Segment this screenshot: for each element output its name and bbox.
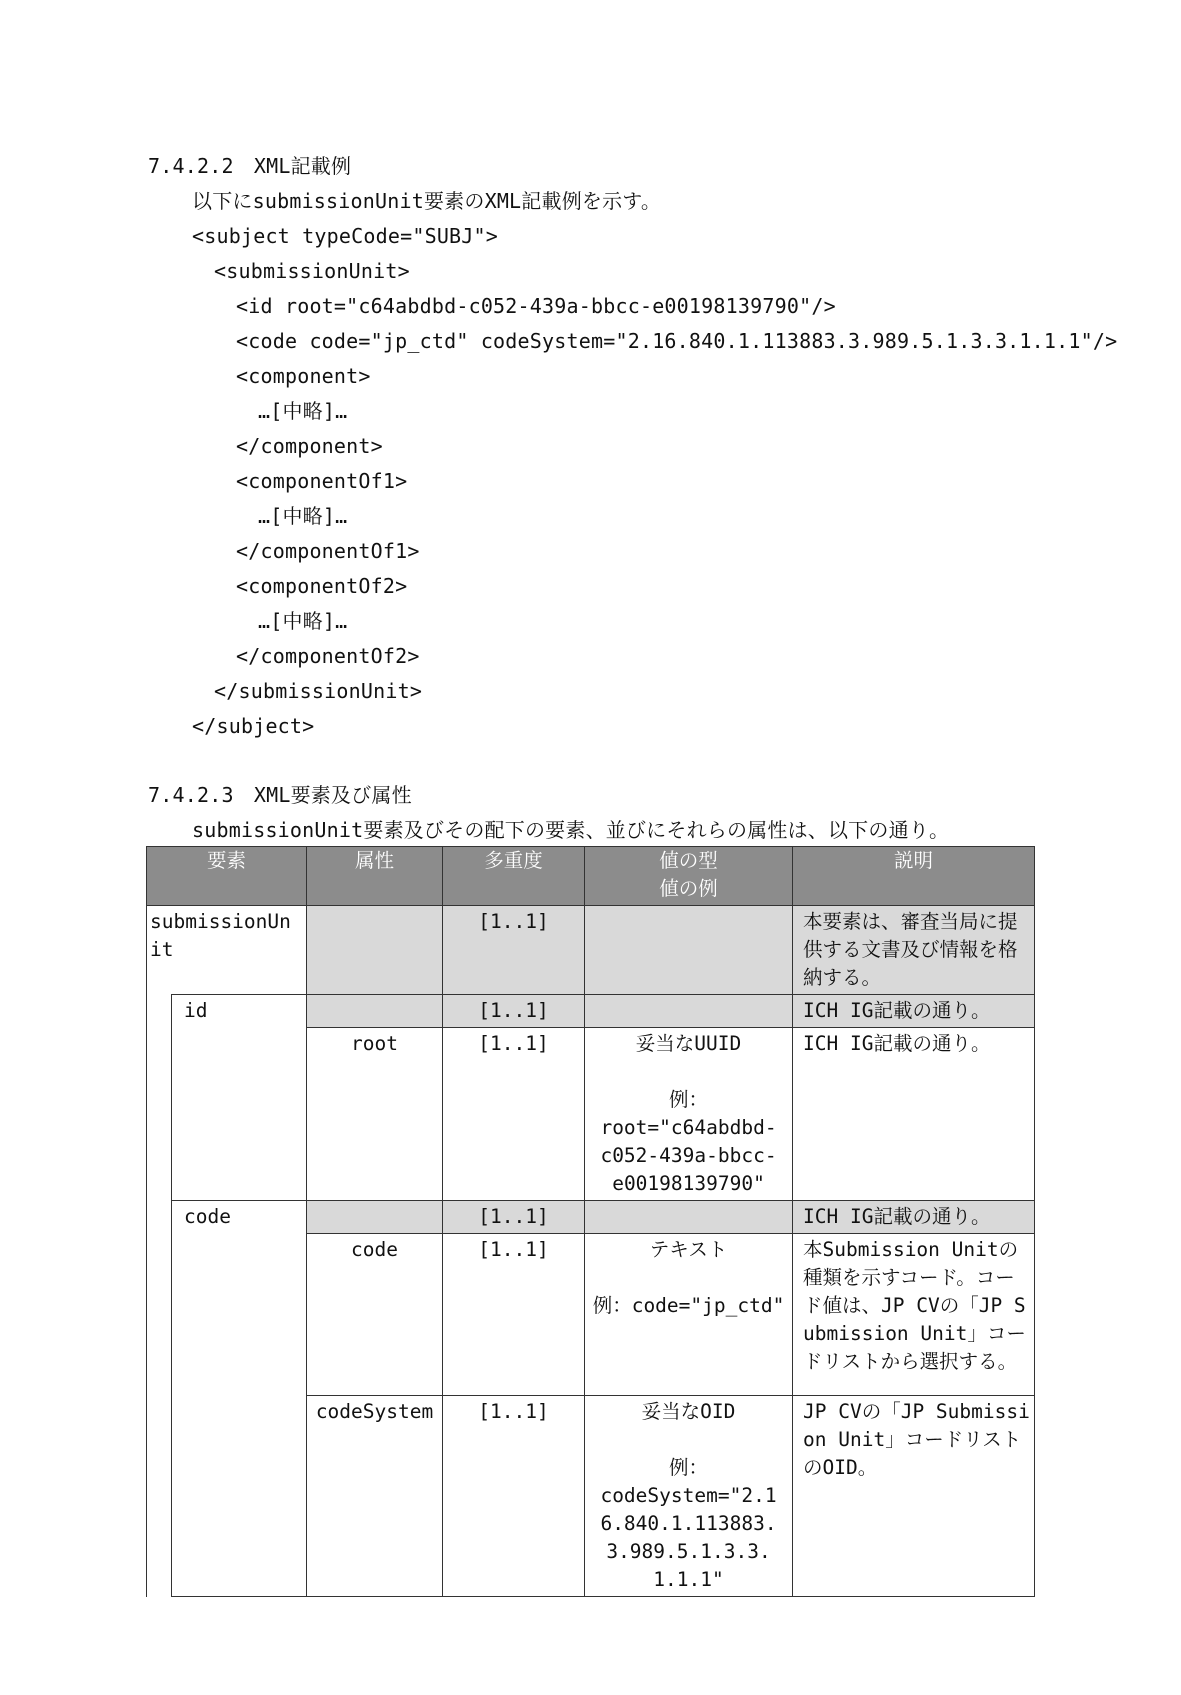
xml-line: </componentOf1> [236, 539, 420, 563]
cell-type-empty [585, 995, 793, 1028]
cell-value-type [585, 1028, 793, 1201]
xml-line: <componentOf1> [236, 469, 408, 493]
table-row [147, 1028, 1035, 1201]
cell-description: 本Submission Unitの種類を示すコード。コード値は、JP CVの「JP Submission Unit」コードリストから選択する。 [793, 1234, 1035, 1396]
xml-line: </componentOf2> [236, 644, 420, 668]
value-example-text: 例：code="jp_ctd" [592, 1294, 785, 1317]
cell-description: 本要素は、審査当局に提供する文書及び情報を格納する。 [793, 906, 1035, 995]
cell-description: ICH IG記載の通り。 [793, 995, 1035, 1028]
cell-description: ICH IG記載の通り。 [793, 1028, 1035, 1201]
header-element: 要素 [147, 847, 307, 906]
cell-attribute-empty [307, 1201, 443, 1234]
section-heading-xml-elements: 7.4.2.3 XML要素及び属性 [148, 783, 412, 807]
header-description: 説明 [793, 847, 1035, 906]
xml-line: </component> [236, 434, 383, 458]
xml-line: <subject typeCode="SUBJ"> [192, 224, 499, 248]
table-header-row [147, 847, 1035, 906]
cell-attribute-code: code [307, 1234, 443, 1396]
table-row [147, 1396, 1035, 1597]
cell-multiplicity: [1..1] [443, 1396, 585, 1597]
value-example-label: 例： [669, 1088, 709, 1111]
header-value-type [585, 847, 793, 906]
cell-value-type [585, 1234, 793, 1396]
table-row [147, 995, 1035, 1028]
xml-line: <componentOf2> [236, 574, 408, 598]
xml-line: …[中略]… [258, 609, 348, 633]
value-example-text: codeSystem="2.16.840.1.113883.3.989.5.1.3.3.1.1.1" [600, 1484, 777, 1591]
cell-multiplicity: [1..1] [443, 906, 585, 995]
cell-description: ICH IG記載の通り。 [793, 1201, 1035, 1234]
table-row [147, 1234, 1035, 1396]
cell-attribute-codesystem: codeSystem [307, 1396, 443, 1597]
cell-multiplicity: [1..1] [443, 995, 585, 1028]
header-attribute: 属性 [307, 847, 443, 906]
cell-element-code: code [172, 1201, 307, 1234]
cell-attribute-empty [307, 995, 443, 1028]
cell-indent [147, 995, 172, 1028]
cell-indent [147, 1201, 172, 1234]
value-type-text: 妥当なUUID [635, 1032, 742, 1055]
value-type-text: 妥当なOID [641, 1400, 736, 1423]
xml-line: <id root="c64abdbd-c052-439a-bbcc-e00198139790"/> [236, 294, 836, 318]
value-example-label: 例： [669, 1456, 709, 1479]
section-heading-xml-example: 7.4.2.2 XML記載例 [148, 154, 352, 178]
cell-attribute-empty [307, 906, 443, 995]
cell-multiplicity: [1..1] [443, 1201, 585, 1234]
cell-element-id: id [172, 995, 307, 1028]
value-type-text: テキスト [649, 1238, 728, 1261]
cell-type-empty [585, 1201, 793, 1234]
xml-line: <submissionUnit> [214, 259, 410, 283]
cell-element-empty [172, 1028, 307, 1201]
value-example-text: root="c64abdbd-c052-439a-bbcc-e00198139790" [600, 1116, 777, 1195]
header-value-type-line: 値の型 [659, 849, 718, 872]
cell-description: JP CVの「JP Submission Unit」コードリストのOID。 [793, 1396, 1035, 1597]
cell-attribute-root: root [307, 1028, 443, 1201]
cell-element-empty [172, 1234, 307, 1396]
xml-line: …[中略]… [258, 399, 348, 423]
xml-line: </subject> [192, 714, 315, 738]
table-row [147, 1201, 1035, 1234]
cell-type-empty [585, 906, 793, 995]
table-row [147, 906, 1035, 995]
cell-value-type [585, 1396, 793, 1597]
xml-line: …[中略]… [258, 504, 348, 528]
cell-element-submissionunit: submissionUnit [147, 906, 307, 995]
section-intro-xml-example: 以下にsubmissionUnit要素のXML記載例を示す。 [192, 189, 662, 213]
xml-elements-table [146, 846, 1035, 1597]
xml-line: <code code="jp_ctd" codeSystem="2.16.840.1.113883.3.989.5.1.3.3.1.1.1"/> [236, 329, 1118, 353]
xml-line: </submissionUnit> [214, 679, 423, 703]
cell-multiplicity: [1..1] [443, 1028, 585, 1201]
header-value-example-line: 値の例 [659, 877, 718, 900]
cell-element-empty [172, 1396, 307, 1597]
cell-indent [147, 1028, 172, 1201]
cell-indent [147, 1234, 172, 1396]
cell-indent [147, 1396, 172, 1597]
section-intro-xml-elements: submissionUnit要素及びその配下の要素、並びにそれらの属性は、以下の通り。 [192, 818, 950, 842]
header-multiplicity: 多重度 [443, 847, 585, 906]
cell-multiplicity: [1..1] [443, 1234, 585, 1396]
xml-line: <component> [236, 364, 371, 388]
